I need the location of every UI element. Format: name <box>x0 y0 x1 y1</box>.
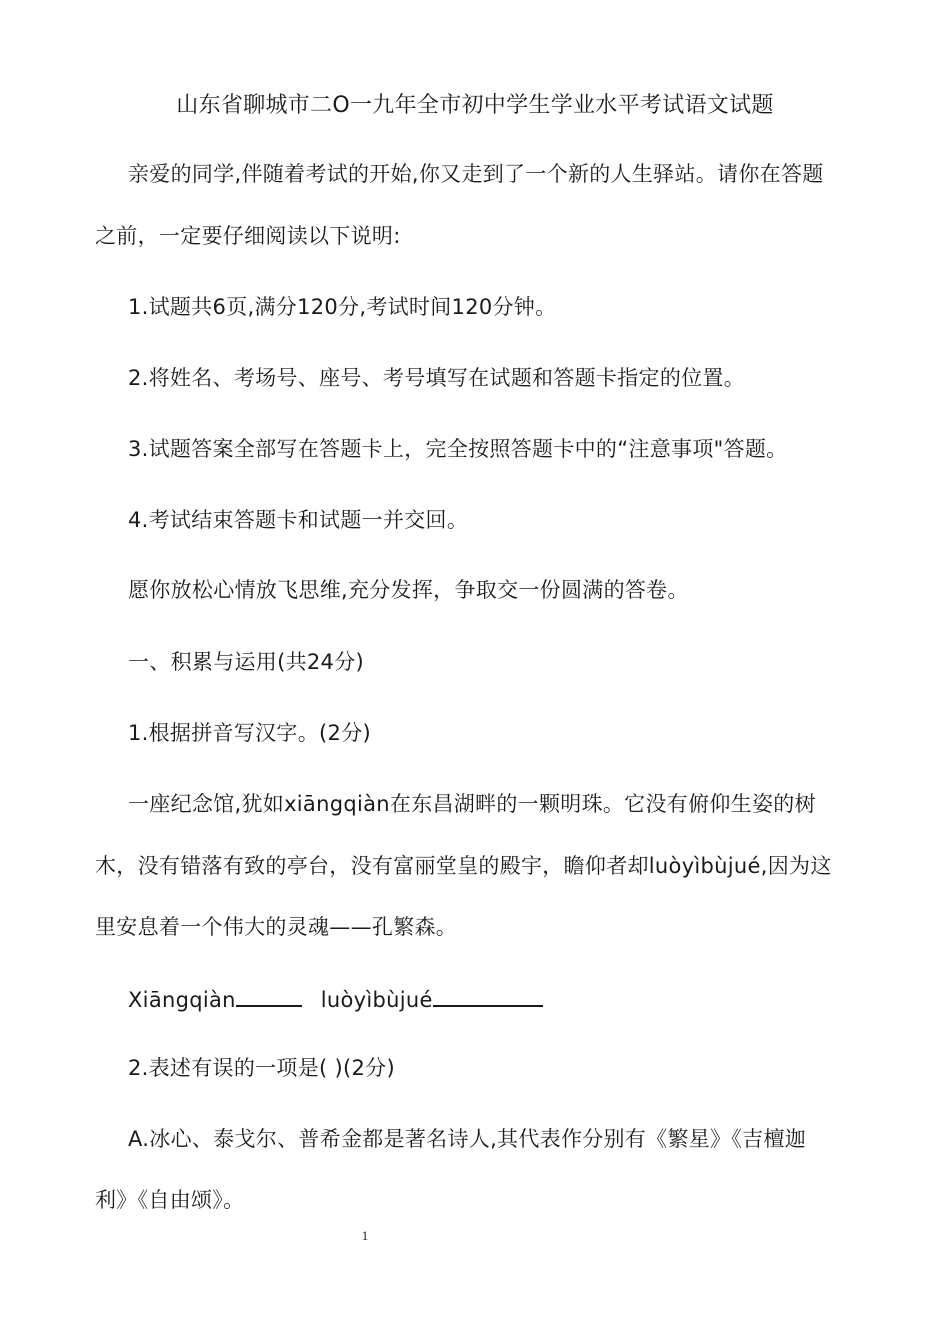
passage-line: 一座纪念馆,犹如xiāngqiàn在东昌湖畔的一颗明珠。它没有俯仰生姿的树 <box>128 792 816 816</box>
wish-text: 愿你放松心情放飞思维,充分发挥，争取交一份圆满的答卷。 <box>128 578 689 602</box>
passage-line: 里安息着一个伟大的灵魂——孔繁森。 <box>95 915 458 939</box>
instruction-item: 4.考试结束答题卡和试题一并交回。 <box>128 508 469 532</box>
answer-label: Xiāngqiàn <box>128 988 236 1012</box>
answer-label: luòyìbùjué <box>320 988 433 1012</box>
passage-line: 木，没有错落有致的亭台，没有富丽堂皇的殿宇，瞻仰者却luòyìbùjué,因为这 <box>95 854 832 878</box>
answer-blank[interactable] <box>433 983 543 1007</box>
intro-paragraph-line: 之前，一定要仔细阅读以下说明: <box>95 224 401 248</box>
option-a-line: 利》《自由颂》。 <box>95 1188 245 1212</box>
instruction-item: 3.试题答案全部写在答题卡上，完全按照答题卡中的“注意事项"答题。 <box>128 437 788 461</box>
page-number: 1 <box>361 1228 369 1243</box>
answer-blank[interactable] <box>236 983 302 1007</box>
question-prompt: 1.根据拼音写汉字。(2分) <box>128 721 371 745</box>
section-heading: 一、积累与运用(共24分) <box>128 650 365 674</box>
intro-paragraph-line: 亲爱的同学,伴随着考试的开始,你又走到了一个新的人生驿站。请你在答题 <box>128 162 824 186</box>
instruction-item: 2.将姓名、考场号、座号、考号填写在试题和答题卡指定的位置。 <box>128 366 746 390</box>
answer-line <box>128 983 543 1014</box>
option-a-line: A.冰心、泰戈尔、普希金都是著名诗人,其代表作分别有《繁星》《吉檀迦 <box>128 1127 807 1151</box>
question-prompt: 2.表述有误的一项是( )(2分) <box>128 1056 395 1080</box>
instruction-item: 1.试题共6页,满分120分,考试时间120分钟。 <box>128 295 557 319</box>
page-title: 山东省聊城市二O一九年全市初中学生学业水平考试语文试题 <box>176 93 774 118</box>
